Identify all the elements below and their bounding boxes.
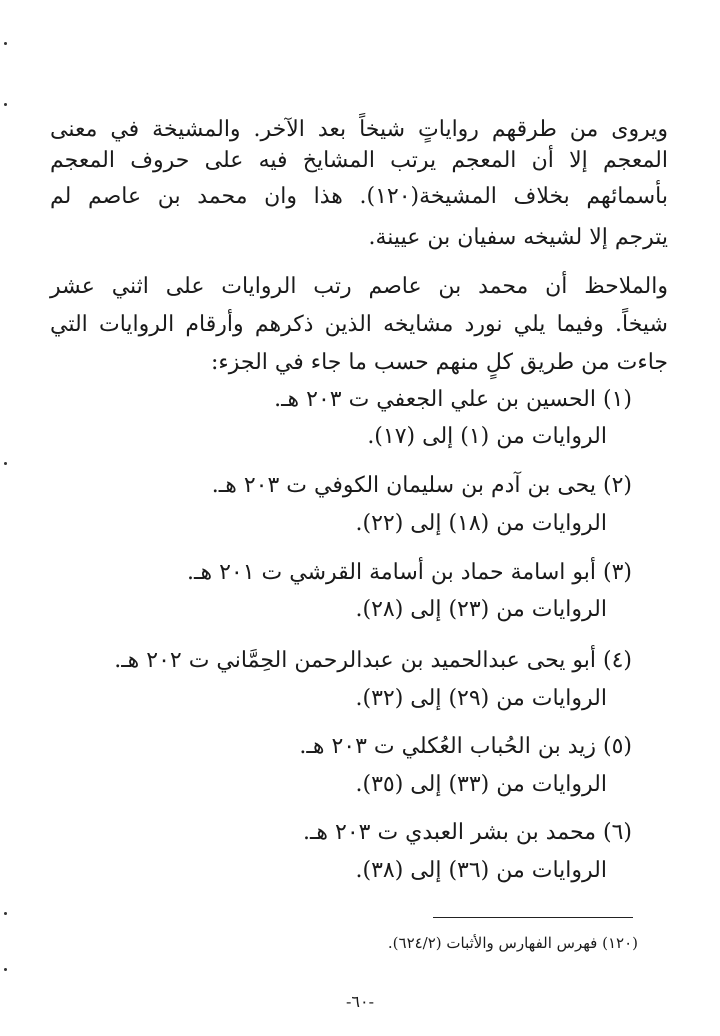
sheikh-entry-4: (٤) أبو يحى عبدالحميد بن عبدالرحمن الحِمَّاني ت ٢٠٢ هـ.	[114, 648, 632, 673]
sheikh-range-4: الروايات من (٢٩) إلى (٣٢).	[355, 686, 607, 711]
footnote-120: (١٢٠) فهرس الفهارس والأثبات (٦٢٤/٢).	[387, 934, 638, 952]
scan-speck	[4, 42, 7, 45]
page-number: -٦٠-	[346, 992, 374, 1011]
sheikh-range-3: الروايات من (٢٣) إلى (٢٨).	[355, 597, 607, 622]
sheikh-entry-5: (٥) زيد بن الحُباب العُكلي ت ٢٠٣ هـ.	[299, 734, 632, 759]
sheikh-range-5: الروايات من (٣٣) إلى (٣٥).	[355, 772, 607, 797]
paragraph-1-line-4: يترجم إلا لشيخه سفيان بن عيينة.	[368, 225, 668, 250]
scan-speck	[4, 103, 7, 106]
sheikh-range-2: الروايات من (١٨) إلى (٢٢).	[355, 511, 607, 536]
footnote-separator	[433, 917, 633, 918]
sheikh-entry-6: (٦) محمد بن بشر العبدي ت ٢٠٣ هـ.	[302, 820, 632, 845]
sheikh-entry-2: (٢) يحى بن آدم بن سليمان الكوفي ت ٢٠٣ هـ.	[211, 473, 632, 498]
sheikh-entry-1: (١) الحسين بن علي الجعفي ت ٢٠٣ هـ.	[274, 387, 632, 412]
paragraph-2-line-2: شيخاً. وفيما يلي نورد مشايخه الذين ذكرهم وأرقام الروايات التي	[50, 312, 668, 337]
scan-speck	[4, 912, 7, 915]
sheikh-range-6: الروايات من (٣٦) إلى (٣٨).	[355, 858, 607, 883]
sheikh-entry-3: (٣) أبو اسامة حماد بن أسامة القرشي ت ٢٠١ هـ.	[187, 560, 632, 585]
paragraph-2-line-3: جاءت من طريق كلٍ منهم حسب ما جاء في الجزء:	[210, 350, 668, 375]
paragraph-2-line-1: والملاحظ أن محمد بن عاصم رتب الروايات على اثني عشر	[50, 274, 668, 299]
scan-speck	[4, 968, 7, 971]
paragraph-1-line-2: المعجم إلا أن المعجم يرتب المشايخ فيه على حروف المعجم	[50, 148, 668, 173]
paragraph-1-line-1: ويروى من طرقهم رواياتٍ شيخاً بعد الآخر. والمشيخة في معنى	[50, 117, 668, 142]
sheikh-range-1: الروايات من (١) إلى (١٧).	[367, 424, 607, 449]
scan-speck	[4, 462, 7, 465]
paragraph-1-line-3: بأسمائهم بخلاف المشيخة(١٢٠). هذا وان محمد بن عاصم لم	[50, 184, 668, 209]
